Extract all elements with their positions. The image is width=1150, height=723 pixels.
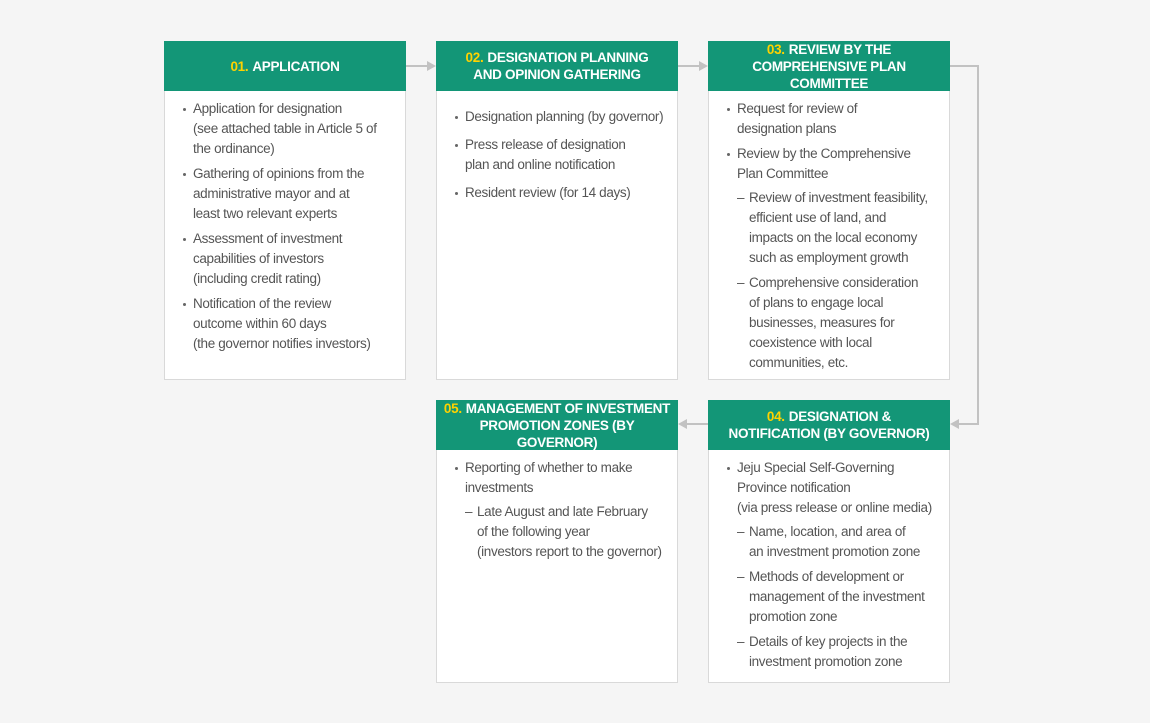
step-01-number: 01. [230,58,249,74]
sub-item: – Late August and late February of the following year (investors report to the governor) [465,502,671,562]
list-item: Assessment of investment capabilities of investors (including credit rating) [181,229,399,289]
step-04-title: DESIGNATION & NOTIFICATION (BY GOVERNOR) [728,409,930,441]
step-01 [164,41,406,380]
arrowhead-01-02 [427,61,436,71]
step-04-number: 04. [766,409,785,424]
step-03-header [708,41,950,91]
arrowhead-02-03 [699,61,708,71]
list-item: Designation planning (by governor) [453,107,671,127]
sub-item: – Methods of development or management of the investment promotion zone [737,567,943,627]
step-04-header [708,400,950,450]
arrowhead-04-05 [678,419,687,429]
step-01-title: APPLICATION [252,58,340,74]
step-02-body [436,91,678,380]
step-03-title: REVIEW BY THE COMPREHENSIVE PLAN COMMITTEE [752,41,906,91]
connector-03-04 [950,66,978,424]
step-04 [708,400,950,683]
step-03-body [708,91,950,380]
step-02-header [436,41,678,91]
step-03-number: 03. [766,41,785,57]
step-05-number: 05. [443,400,462,416]
step-01-header [164,41,406,91]
list-item: Application for designation (see attached table in Article 5 of the ordinance) [181,99,399,159]
step-05 [436,400,678,683]
step-02 [436,41,678,380]
step-01-body [164,91,406,380]
sub-item: – Review of investment feasibility, efficient use of land, and impacts on the local economy such as employment growth [737,188,943,268]
step-03 [708,41,950,380]
step-05-header [436,400,678,450]
step-02-title: DESIGNATION PLANNING AND OPINION GATHERING [473,50,649,82]
list-item: Review by the Comprehensive Plan Committee – Review of investment feasibility, efficient use of land, and impacts on the local economy such as employment growth – Comprehensive consideration of plans to engage local businesses, measures for coexistence with local communities, etc. [725,144,943,373]
sub-item: – Comprehensive consideration of plans to engage local businesses, measures for coexistence with local communities, etc. [737,273,943,373]
arrowhead-03-04 [950,419,959,429]
step-02-number: 02. [465,50,484,65]
step-05-body [436,450,678,683]
list-item: Reporting of whether to make investments – Late August and late February of the following year (investors report to the governor) [453,458,671,562]
sub-item: – Details of key projects in the investment promotion zone [737,632,943,672]
list-item: Gathering of opinions from the administrative mayor and at least two relevant experts [181,164,399,224]
list-item: Press release of designation plan and online notification [453,135,671,175]
step-05-title: MANAGEMENT OF INVESTMENT PROMOTION ZONES (BY GOVERNOR) [465,400,671,450]
list-item: Request for review of designation plans [725,99,943,139]
sub-item: – Name, location, and area of an investment promotion zone [737,522,943,562]
step-04-body [708,450,950,683]
list-item: Notification of the review outcome within 60 days (the governor notifies investors) [181,294,399,354]
list-item: Resident review (for 14 days) [453,183,671,203]
list-item: Jeju Special Self-Governing Province notification (via press release or online media) – Name, location, and area of an investment promotion zone – Methods of development or management of the investment promotion zone – Details of key projects in the investment promotion zone [725,458,943,672]
